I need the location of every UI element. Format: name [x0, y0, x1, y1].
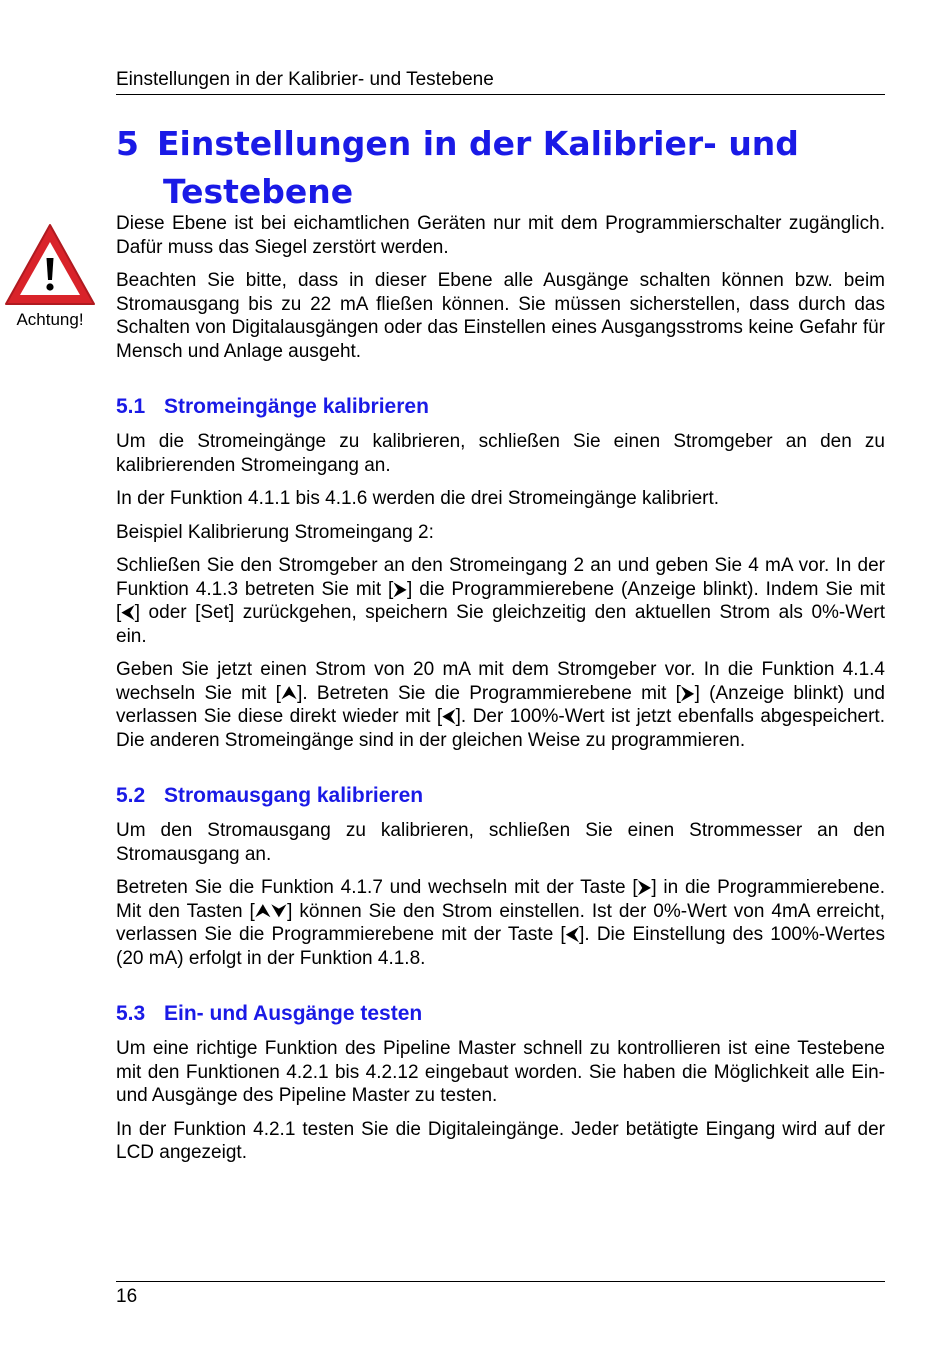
paragraph: Um den Stromausgang zu kalibrieren, schließen Sie einen Strommesser an den Stromausgang an. — [116, 820, 885, 865]
warning-triangle-icon — [3, 222, 97, 308]
paragraph: Geben Sie jetzt einen Strom von 20 mA mit dem Stromgeber vor. In die Funktion 4.1.4 wechseln Sie mit [⮝]. Betreten Sie die Programmierebene mit [⮞] (Anzeige blinkt) und verlassen Sie diese direkt wieder mit [⮜]. Der 100%-Wert ist jetzt ebenfalls abgespeichert. Die anderen Stromeingänge sind in der gleichen Weise zu programmieren. — [116, 659, 885, 751]
chapter-title — [116, 120, 885, 216]
paragraph: Um eine richtige Funktion des Pipeline Master schnell zu kontrollieren ist eine Testebene mit den Funktionen 4.2.1 bis 4.2.12 eingebaut worden. Sie haben die Möglichkeit alle Ein- und Ausgänge des Pipeline Master zu testen. — [116, 1038, 885, 1106]
page-footer — [116, 1281, 885, 1308]
chapter-title-line2: Testebene — [163, 172, 354, 211]
page-number: 16 — [116, 1286, 138, 1307]
paragraph: In der Funktion 4.2.1 testen Sie die Digitaleingänge. Jeder betätigte Eingang wird auf der LCD angezeigt. — [116, 1118, 885, 1163]
section-title: Ein- und Ausgänge testen — [164, 1002, 423, 1025]
section-number: 5.3 — [116, 1002, 146, 1025]
section-title: Stromeingänge kalibrieren — [164, 395, 429, 418]
section-number: 5.2 — [116, 784, 146, 807]
section-heading — [116, 783, 885, 809]
intro-paragraph: Diese Ebene ist bei eichamtlichen Geräten nur mit dem Programmierschalter zugänglich. Dafür muss das Siegel zerstört werden. — [116, 213, 885, 258]
section-title: Stromausgang kalibrieren — [164, 784, 424, 807]
chapter-title-line1: Einstellungen in der Kalibrier- und — [157, 124, 799, 163]
chapter-number: 5 — [116, 124, 139, 163]
warning-label: Achtung! — [16, 310, 84, 329]
paragraph: In der Funktion 4.1.1 bis 4.1.6 werden die drei Stromeingänge kalibriert. — [116, 488, 720, 509]
running-header: Einstellungen in der Kalibrier- und Testebene — [116, 68, 885, 95]
main-content — [116, 212, 885, 1175]
warning-callout — [3, 222, 97, 330]
paragraph: Betreten Sie die Funktion 4.1.7 und wechseln mit der Taste [⮞] in die Programmierebene. Mit den Tasten [⮝⮟] können Sie den Strom einstellen. Ist der 0%-Wert von 4mA erreicht, verlassen Sie die Programmierebene mit der Taste [⮜]. Die Einstellung des 100%-Wertes (20 mA) erfolgt in der Funktion 4.1.8. — [116, 877, 885, 969]
paragraph: Um die Stromeingänge zu kalibrieren, schließen Sie einen Stromgeber an den zu kalibrierenden Stromeingang an. — [116, 431, 885, 476]
intro-paragraph: Beachten Sie bitte, dass in dieser Ebene alle Ausgänge schalten können bzw. beim Stromausgang bis zu 22 mA fließen können. Sie müssen sicherstellen, dass durch das Schalten von Digitalausgängen oder das Einstellen eines Ausgangsstroms keine Gefahr für Mensch und Anlage ausgeht. — [116, 270, 885, 362]
paragraph: Beispiel Kalibrierung Stromeingang 2: — [116, 521, 434, 543]
section-number: 5.1 — [116, 395, 146, 418]
section-heading — [116, 1001, 885, 1027]
section-heading — [116, 394, 885, 420]
paragraph: Schließen Sie den Stromgeber an den Stromeingang 2 an und geben Sie 4 mA vor. In der Funktion 4.1.3 betreten Sie mit [⮞] die Programmierebene (Anzeige blinkt). Indem Sie mit [⮜] oder [Set] zurückgehen, speichern Sie gleichzeitig den aktuellen Strom als 0%-Wert ein. — [116, 555, 885, 647]
